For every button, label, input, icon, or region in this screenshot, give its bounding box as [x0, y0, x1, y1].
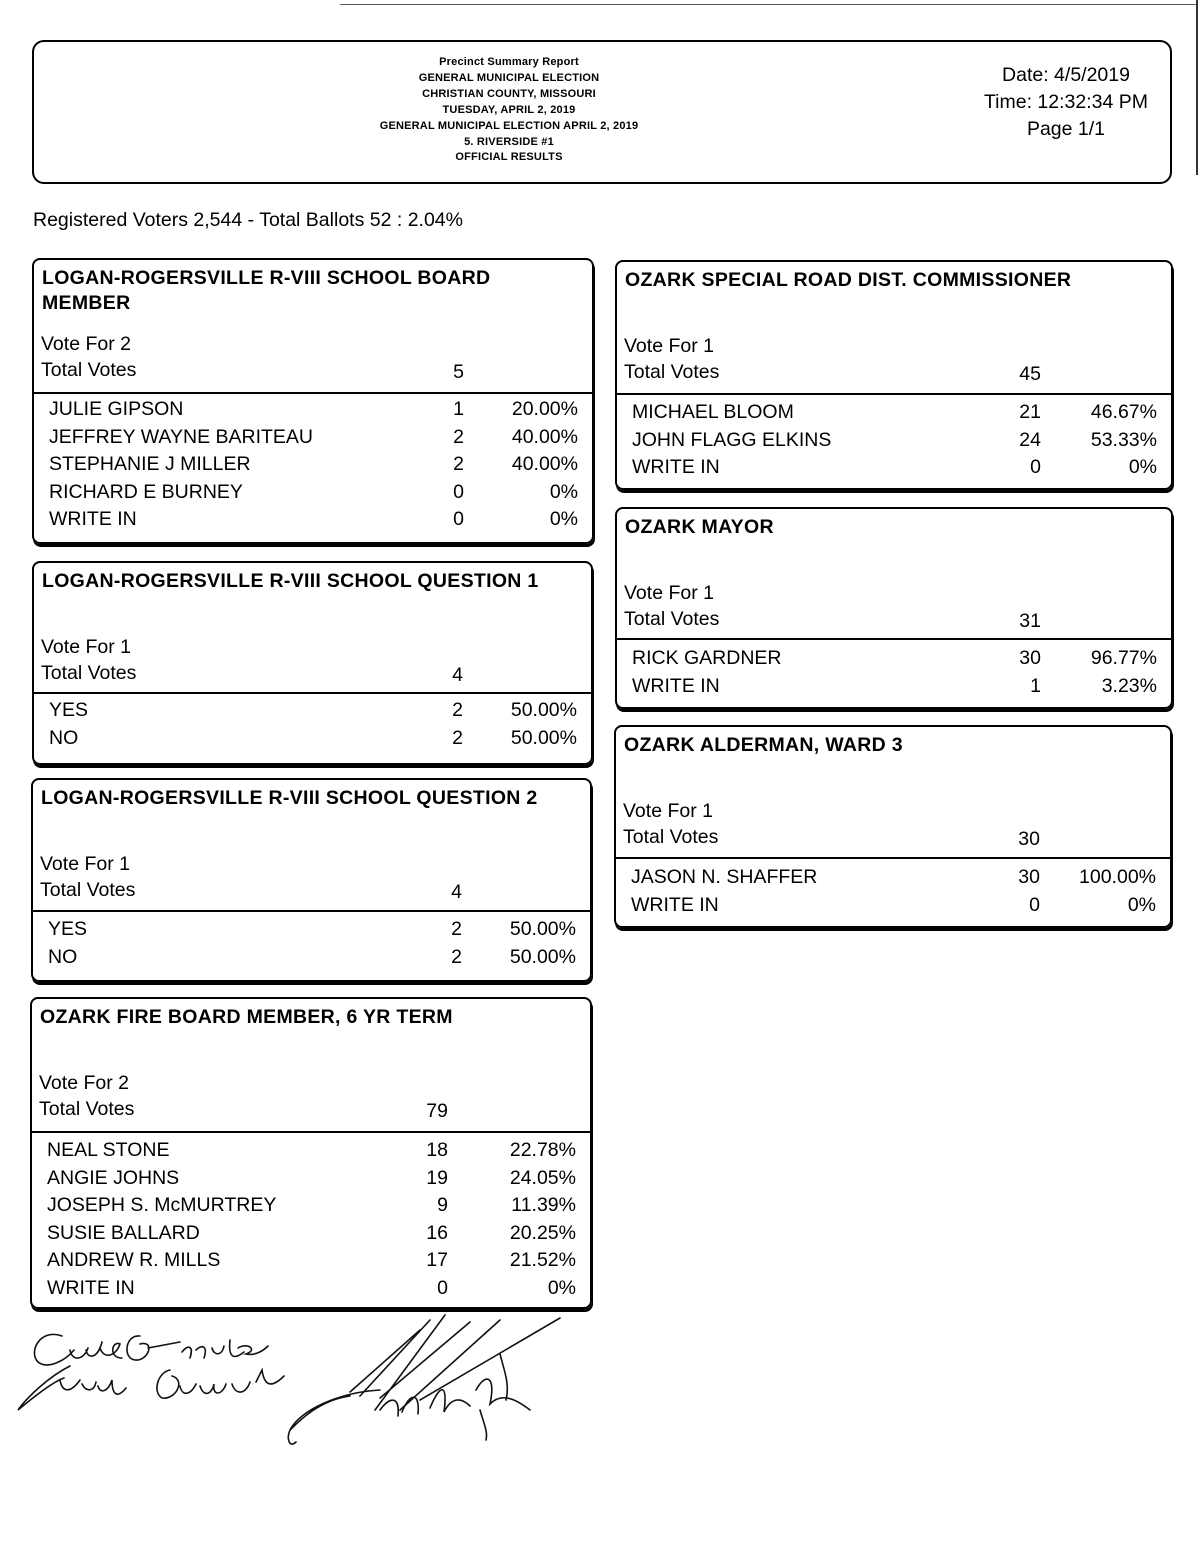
race-box	[30, 997, 592, 1309]
candidate-name: YES	[48, 918, 88, 940]
total-votes-value: 45	[1019, 363, 1041, 385]
scan-edge-line	[1196, 0, 1198, 175]
candidate-name: SUSIE BALLARD	[47, 1221, 200, 1244]
election-date: TUESDAY, APRIL 2, 2019	[442, 103, 576, 116]
candidate-percent: 50.00%	[510, 699, 577, 721]
election-full-name: GENERAL MUNICIPAL ELECTION APRIL 2, 2019	[379, 119, 639, 132]
race-divider	[617, 638, 1171, 640]
candidate-row	[616, 892, 1170, 920]
race-box	[614, 725, 1172, 928]
candidate-row	[34, 506, 592, 534]
candidate-votes: 2	[452, 726, 463, 749]
candidate-percent: 53.33%	[1090, 428, 1157, 451]
candidate-percent: 40.00%	[511, 425, 578, 448]
candidate-votes: 24	[1019, 428, 1041, 451]
candidate-votes: 0	[453, 480, 464, 503]
race-title: LOGAN-ROGERSVILLE R-VIII SCHOOL BOARD MEMBER	[42, 267, 491, 314]
precinct-name: 5. RIVERSIDE #1	[464, 135, 554, 148]
candidate-name: JOSEPH S. McMURTREY	[47, 1194, 277, 1216]
candidate-row	[34, 479, 592, 507]
candidate-row	[32, 1275, 590, 1303]
total-votes-value: 4	[451, 881, 462, 903]
official-signatures	[0, 1300, 620, 1460]
race-box	[32, 258, 594, 544]
report-date: Date: 4/5/2019	[1002, 64, 1130, 86]
vote-for-label: Vote For 1	[624, 335, 714, 357]
candidate-name: WRITE IN	[47, 1276, 135, 1299]
race-box	[32, 561, 593, 765]
candidate-name: NO	[48, 945, 78, 968]
registered-voters-summary: Registered Voters 2,544 - Total Ballots 52 : 2.04%	[33, 209, 463, 231]
vote-for-label: Vote For 2	[41, 333, 131, 355]
race-title: OZARK FIRE BOARD MEMBER, 6 YR TERM	[40, 1006, 453, 1028]
candidate-row	[617, 399, 1171, 427]
candidate-votes: 0	[1030, 456, 1041, 478]
candidate-row	[32, 1220, 590, 1248]
race-divider	[34, 392, 592, 394]
candidate-list	[616, 864, 1170, 919]
candidate-percent: 22.78%	[509, 1139, 576, 1161]
race-divider	[616, 857, 1170, 859]
candidate-votes: 21	[1019, 401, 1041, 423]
candidate-votes: 2	[453, 453, 464, 475]
candidate-percent: 46.67%	[1090, 401, 1157, 423]
candidate-list	[617, 399, 1171, 482]
report-meta	[966, 62, 1166, 143]
candidate-votes: 0	[1029, 893, 1040, 916]
candidate-row	[32, 1247, 590, 1275]
vote-for-label: Vote For 1	[623, 800, 713, 822]
race-box	[31, 778, 592, 982]
total-votes-label: Total Votes	[624, 608, 720, 630]
candidate-votes: 2	[452, 699, 463, 721]
candidate-name: NEAL STONE	[47, 1139, 170, 1161]
total-votes-value: 30	[1018, 828, 1040, 850]
candidate-name: JASON N. SHAFFER	[631, 866, 818, 888]
total-votes-label: Total Votes	[623, 826, 719, 848]
candidate-row	[34, 725, 591, 753]
report-title: Precinct Summary Report	[439, 56, 579, 68]
candidate-votes: 9	[437, 1194, 448, 1216]
candidate-row	[33, 944, 590, 972]
scan-top-line	[340, 4, 1198, 5]
candidate-percent: 0%	[549, 508, 578, 530]
page-number: Page 1/1	[1026, 118, 1106, 140]
candidate-votes: 16	[426, 1221, 448, 1244]
candidate-votes: 1	[1030, 674, 1041, 697]
candidate-name: ANDREW R. MILLS	[47, 1249, 221, 1271]
candidate-row	[617, 454, 1171, 482]
candidate-percent: 24.05%	[509, 1166, 576, 1189]
candidate-name: RICHARD E BURNEY	[49, 480, 243, 503]
vote-for-label: Vote For 1	[40, 853, 130, 875]
report-time: Time: 12:32:34 PM	[983, 91, 1149, 113]
total-votes-label: Total Votes	[41, 359, 137, 381]
candidate-percent: 21.52%	[509, 1249, 576, 1271]
total-votes-value: 79	[426, 1100, 448, 1122]
race-box	[615, 507, 1173, 709]
candidate-row	[34, 451, 592, 479]
candidate-name: STEPHANIE J MILLER	[49, 453, 251, 475]
candidate-name: MICHAEL BLOOM	[632, 401, 794, 423]
race-title: OZARK ALDERMAN, WARD 3	[624, 734, 903, 756]
candidate-row	[34, 424, 592, 452]
county-name: CHRISTIAN COUNTY, MISSOURI	[422, 87, 596, 100]
candidate-percent: 20.00%	[511, 398, 578, 420]
candidate-votes: 18	[426, 1139, 448, 1161]
total-votes-value: 5	[453, 361, 464, 383]
candidate-name: WRITE IN	[632, 456, 720, 478]
candidate-row	[617, 645, 1171, 673]
candidate-votes: 0	[437, 1276, 448, 1299]
candidate-votes: 30	[1018, 866, 1040, 888]
candidate-list	[34, 396, 592, 534]
candidate-votes: 30	[1019, 647, 1041, 669]
race-divider	[32, 1131, 590, 1133]
candidate-votes: 2	[451, 918, 462, 940]
candidate-row	[34, 396, 592, 424]
election-name: GENERAL MUNICIPAL ELECTION	[418, 71, 600, 84]
candidate-row	[617, 427, 1171, 455]
candidate-votes: 17	[426, 1249, 448, 1271]
total-votes-label: Total Votes	[39, 1098, 135, 1120]
candidate-row	[32, 1165, 590, 1193]
candidate-percent: 96.77%	[1090, 647, 1157, 669]
total-votes-label: Total Votes	[41, 662, 137, 684]
candidate-votes: 2	[451, 945, 462, 968]
candidate-row	[616, 864, 1170, 892]
candidate-votes: 2	[453, 425, 464, 448]
candidate-name: WRITE IN	[49, 508, 137, 530]
race-divider	[33, 910, 590, 912]
vote-for-label: Vote For 2	[39, 1072, 129, 1094]
candidate-percent: 0%	[1128, 456, 1157, 478]
candidate-list	[617, 645, 1171, 700]
candidate-name: WRITE IN	[631, 893, 719, 916]
candidate-list	[33, 916, 590, 971]
candidate-name: JULIE GIPSON	[49, 398, 184, 420]
vote-for-label: Vote For 1	[41, 636, 131, 658]
total-votes-label: Total Votes	[40, 879, 136, 901]
report-title-block	[334, 55, 684, 166]
candidate-percent: 40.00%	[511, 453, 578, 475]
candidate-percent: 0%	[1127, 893, 1156, 916]
vote-for-label: Vote For 1	[624, 582, 714, 604]
candidate-row	[32, 1192, 590, 1220]
candidate-percent: 50.00%	[510, 726, 577, 749]
race-divider	[617, 393, 1171, 395]
candidate-row	[33, 916, 590, 944]
candidate-name: ANGIE JOHNS	[47, 1166, 180, 1189]
candidate-percent: 3.23%	[1101, 674, 1157, 697]
candidate-name: RICK GARDNER	[632, 647, 782, 669]
candidate-name: WRITE IN	[632, 674, 720, 697]
candidate-percent: 0%	[547, 1276, 576, 1299]
candidate-votes: 1	[453, 398, 464, 420]
candidate-percent: 50.00%	[509, 945, 576, 968]
candidate-list	[32, 1137, 590, 1302]
candidate-row	[34, 697, 591, 725]
results-status: OFFICIAL RESULTS	[455, 151, 563, 164]
report-header	[32, 40, 1172, 184]
candidate-name: JEFFREY WAYNE BARITEAU	[49, 425, 314, 448]
candidate-percent: 20.25%	[509, 1221, 576, 1244]
candidate-percent: 11.39%	[511, 1194, 576, 1216]
candidate-votes: 0	[453, 508, 464, 530]
candidate-row	[617, 673, 1171, 701]
total-votes-label: Total Votes	[624, 361, 720, 383]
race-title: OZARK MAYOR	[625, 516, 774, 538]
candidate-percent: 100.00%	[1079, 866, 1156, 888]
candidate-row	[32, 1137, 590, 1165]
candidate-percent: 0%	[549, 480, 578, 503]
total-votes-value: 4	[452, 664, 463, 686]
candidate-percent: 50.00%	[509, 918, 576, 940]
candidate-list	[34, 697, 591, 752]
race-title: OZARK SPECIAL ROAD DIST. COMMISSIONER	[625, 269, 1072, 291]
candidate-name: YES	[49, 699, 89, 721]
race-title: LOGAN-ROGERSVILLE R-VIII SCHOOL QUESTION 1	[42, 570, 539, 592]
candidate-name: JOHN FLAGG ELKINS	[632, 428, 832, 451]
race-divider	[34, 692, 591, 694]
total-votes-value: 31	[1019, 610, 1041, 632]
candidate-name: NO	[49, 726, 79, 749]
candidate-votes: 19	[426, 1166, 448, 1189]
race-box	[615, 260, 1173, 490]
race-title: LOGAN-ROGERSVILLE R-VIII SCHOOL QUESTION 2	[41, 787, 538, 809]
